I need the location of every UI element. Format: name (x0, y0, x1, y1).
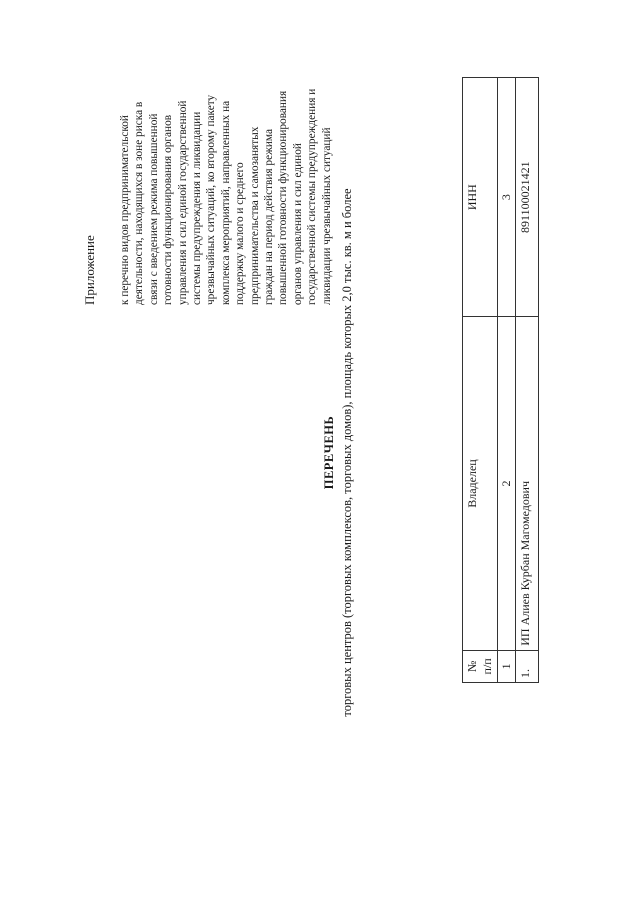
appendix-reference-line: чрезвычайных ситуаций, ко второму пакету (205, 94, 218, 305)
appendix-reference-line: государственной системы предупреждения и (306, 88, 319, 305)
row-inn: 891100021421 (516, 78, 539, 317)
row-number: 1. (516, 650, 539, 682)
appendix-reference-line: системы предупреждения и ликвидации (191, 111, 204, 305)
appendix-title: Приложение (82, 235, 97, 305)
column-number-row (498, 78, 516, 683)
appendix-reference-line: повышенной готовности функционирования (277, 90, 290, 305)
appendix-reference-line: органов управления и сил единой (291, 143, 304, 305)
registry-table (462, 77, 539, 683)
appendix-reference-line: поддержку малого и среднего (234, 162, 247, 305)
appendix-reference (118, 75, 334, 305)
document-subheading: торговых центров (торговых комплексов, торговых домов), площадь которых 2,0 тыс. кв. м и более (340, 188, 354, 717)
appendix-reference-line: граждан на период действия режима (263, 128, 276, 305)
table-header-row (463, 78, 498, 683)
appendix-reference-line: деятельности, находящихся в зоне риска в (133, 101, 146, 305)
column-number: 3 (498, 78, 516, 317)
appendix-reference-line: ликвидации чрезвычайных ситуаций (320, 127, 333, 305)
appendix-reference-line: к перечню видов предпринимательской (119, 115, 131, 305)
header-inn: ИНН (463, 78, 498, 317)
header-owner: Владелец (463, 317, 498, 650)
appendix-reference-line: комплекса мероприятий, направленных на (219, 100, 232, 305)
row-owner: ИП Алиев Курбан Магомедович (516, 317, 539, 650)
column-number: 1 (498, 650, 516, 682)
appendix-reference-line: предпринимательства и самозанятых (248, 126, 261, 305)
column-number: 2 (498, 317, 516, 650)
table-row (516, 78, 539, 683)
appendix-reference-line: связи с введением режима повышенной (147, 113, 160, 305)
document-heading: ПЕРЕЧЕНЬ (322, 415, 336, 490)
appendix-reference-line: готовности функционирования органов (162, 114, 175, 305)
header-number: № п/п (463, 650, 498, 682)
appendix-reference-line: управления и сил единой государственной (176, 100, 189, 305)
